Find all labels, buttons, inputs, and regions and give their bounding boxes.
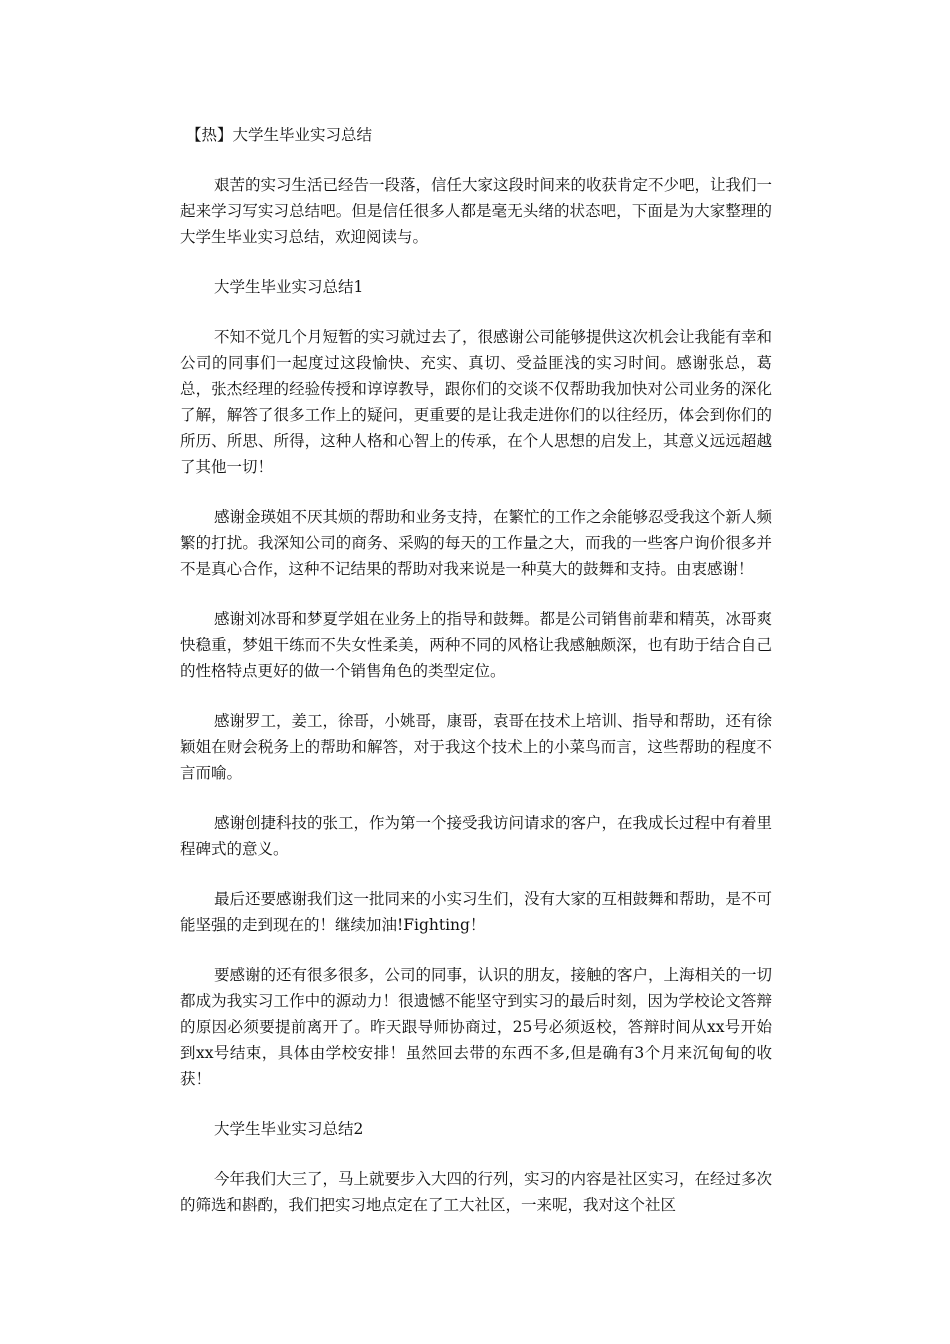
section1-paragraph: 感谢金瑛姐不厌其烦的帮助和业务支持，在繁忙的工作之余能够忍受我这个新人频繁的打扰。我深知公司的商务、采购的每天的工作量之大，而我的一些客户询价很多并不是真心合作，这种不记结果的帮助对我来说是一种莫大的鼓舞和支持。由衷感谢！ (180, 508, 773, 578)
spacer (180, 480, 772, 504)
section1-paragraph: 感谢创捷科技的张工，作为第一个接受我访问请求的客户，在我成长过程中有着里程碑式的意义。 (180, 814, 773, 858)
section-heading-1: 大学生毕业实习总结1 (214, 278, 364, 296)
document-title: 【热】大学生毕业实习总结 (186, 126, 373, 144)
section2-paragraph: 今年我们大三了，马上就要步入大四的行列，实习的内容是社区实习，在经过多次的筛选和斟酌，我们把实习地点定在了工大社区，一来呢，我对这个社区 (180, 1170, 773, 1214)
document-body (180, 122, 772, 1218)
spacer (180, 862, 772, 886)
spacer (180, 786, 772, 810)
spacer (180, 938, 772, 962)
spacer (180, 250, 772, 274)
intro-paragraph: 艰苦的实习生活已经告一段落，信任大家这段时间来的收获肯定不少吧，让我们一起来学习写实习总结吧。但是信任很多人都是毫无头绪的状态吧，下面是为大家整理的大学生毕业实习总结，欢迎阅读与。 (180, 176, 773, 246)
spacer (180, 300, 772, 324)
section1-paragraph: 感谢罗工，姜工，徐哥，小姚哥，康哥，袁哥在技术上培训、指导和帮助，还有徐颖姐在财会税务上的帮助和解答，对于我这个技术上的小菜鸟而言，这些帮助的程度不言而喻。 (180, 712, 773, 782)
spacer (180, 148, 772, 172)
spacer (180, 684, 772, 708)
spacer (180, 1092, 772, 1116)
section1-paragraph: 感谢刘冰哥和梦夏学姐在业务上的指导和鼓舞。都是公司销售前辈和精英，冰哥爽快稳重，梦姐干练而不失女性柔美，两种不同的风格让我感触颇深，也有助于结合自己的性格特点更好的做一个销售角色的类型定位。 (180, 610, 773, 680)
section1-paragraph: 最后还要感谢我们这一批同来的小实习生们，没有大家的互相鼓舞和帮助，是不可能坚强的走到现在的！继续加油!Fighting！ (180, 890, 773, 934)
spacer (180, 582, 772, 606)
section-heading-2: 大学生毕业实习总结2 (214, 1120, 364, 1138)
section1-paragraph: 要感谢的还有很多很多，公司的同事，认识的朋友，接触的客户，上海相关的一切都成为我实习工作中的源动力！很遗憾不能坚守到实习的最后时刻，因为学校论文答辩的原因必须要提前离开了。昨天跟导师协商过，25号必须返校，答辩时间从xx号开始到xx号结束，具体由学校安排！虽然回去带的东西不多,但是确有3个月来沉甸甸的收获！ (180, 966, 773, 1088)
section1-paragraph: 不知不觉几个月短暂的实习就过去了，很感谢公司能够提供这次机会让我能有幸和公司的同事们一起度过这段愉快、充实、真切、受益匪浅的实习时间。感谢张总，葛总，张杰经理的经验传授和谆谆教导，跟你们的交谈不仅帮助我加快对公司业务的深化了解，解答了很多工作上的疑问，更重要的是让我走进你们的以往经历，体会到你们的所历、所思、所得，这种人格和心智上的传承，在个人思想的启发上，其意义远远超越了其他一切！ (180, 328, 773, 476)
spacer (180, 1142, 772, 1166)
